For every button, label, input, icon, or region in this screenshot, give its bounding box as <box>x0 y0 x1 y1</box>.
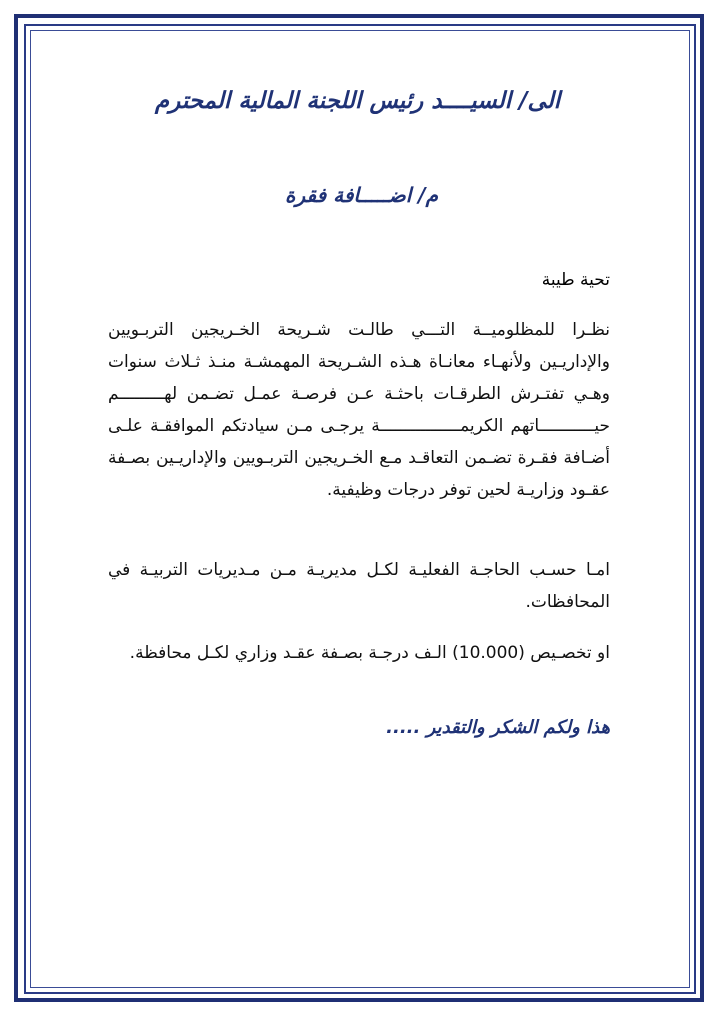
closing-line: هذا ولكم الشكر والتقدير ..... <box>386 717 610 738</box>
greeting: تحية طيبة <box>541 270 610 290</box>
body-paragraph-request: نظـرا للمظلوميــة التـــي طالـت شـريحة الخـريجين التربـويين والإداريـين ولأنهـاء معانـاة هـذه الشـريحة المهمشـة منـذ ثـلاث سنوات وهـي تفتـرش الطرقـات باحثـة عـن فرصـة عمـل تضـمن لهـــــــــم حيـــــــــــاتهم الكريمــــــــــــــــة يرجـى مـن سيادتكم الموافقـة علـى أضـافة فقـرة تضـمن التعاقـد مـع الخـريجين التربـويين والإداريـين بصـفة عقـود وزاريـة لحين توفر درجات وظيفية. <box>108 320 610 500</box>
recipient-heading: الى/ السيــــد رئيس اللجنة المالية المحترم <box>154 88 561 114</box>
body-paragraph-allocation: او تخصـيص (10.000) الـف درجـة بصـفة عقـد وزاري لكـل محافظة. <box>129 643 610 663</box>
body-paragraph-needs: امـا حسـب الحاجـة الفعليـة لكـل مديريـة مـن مـديريات التربيـة في المحافظات. <box>108 560 610 612</box>
page-border-inner-line <box>30 30 690 988</box>
subject-heading: م/ اضـــــافة فقرة <box>284 183 438 207</box>
